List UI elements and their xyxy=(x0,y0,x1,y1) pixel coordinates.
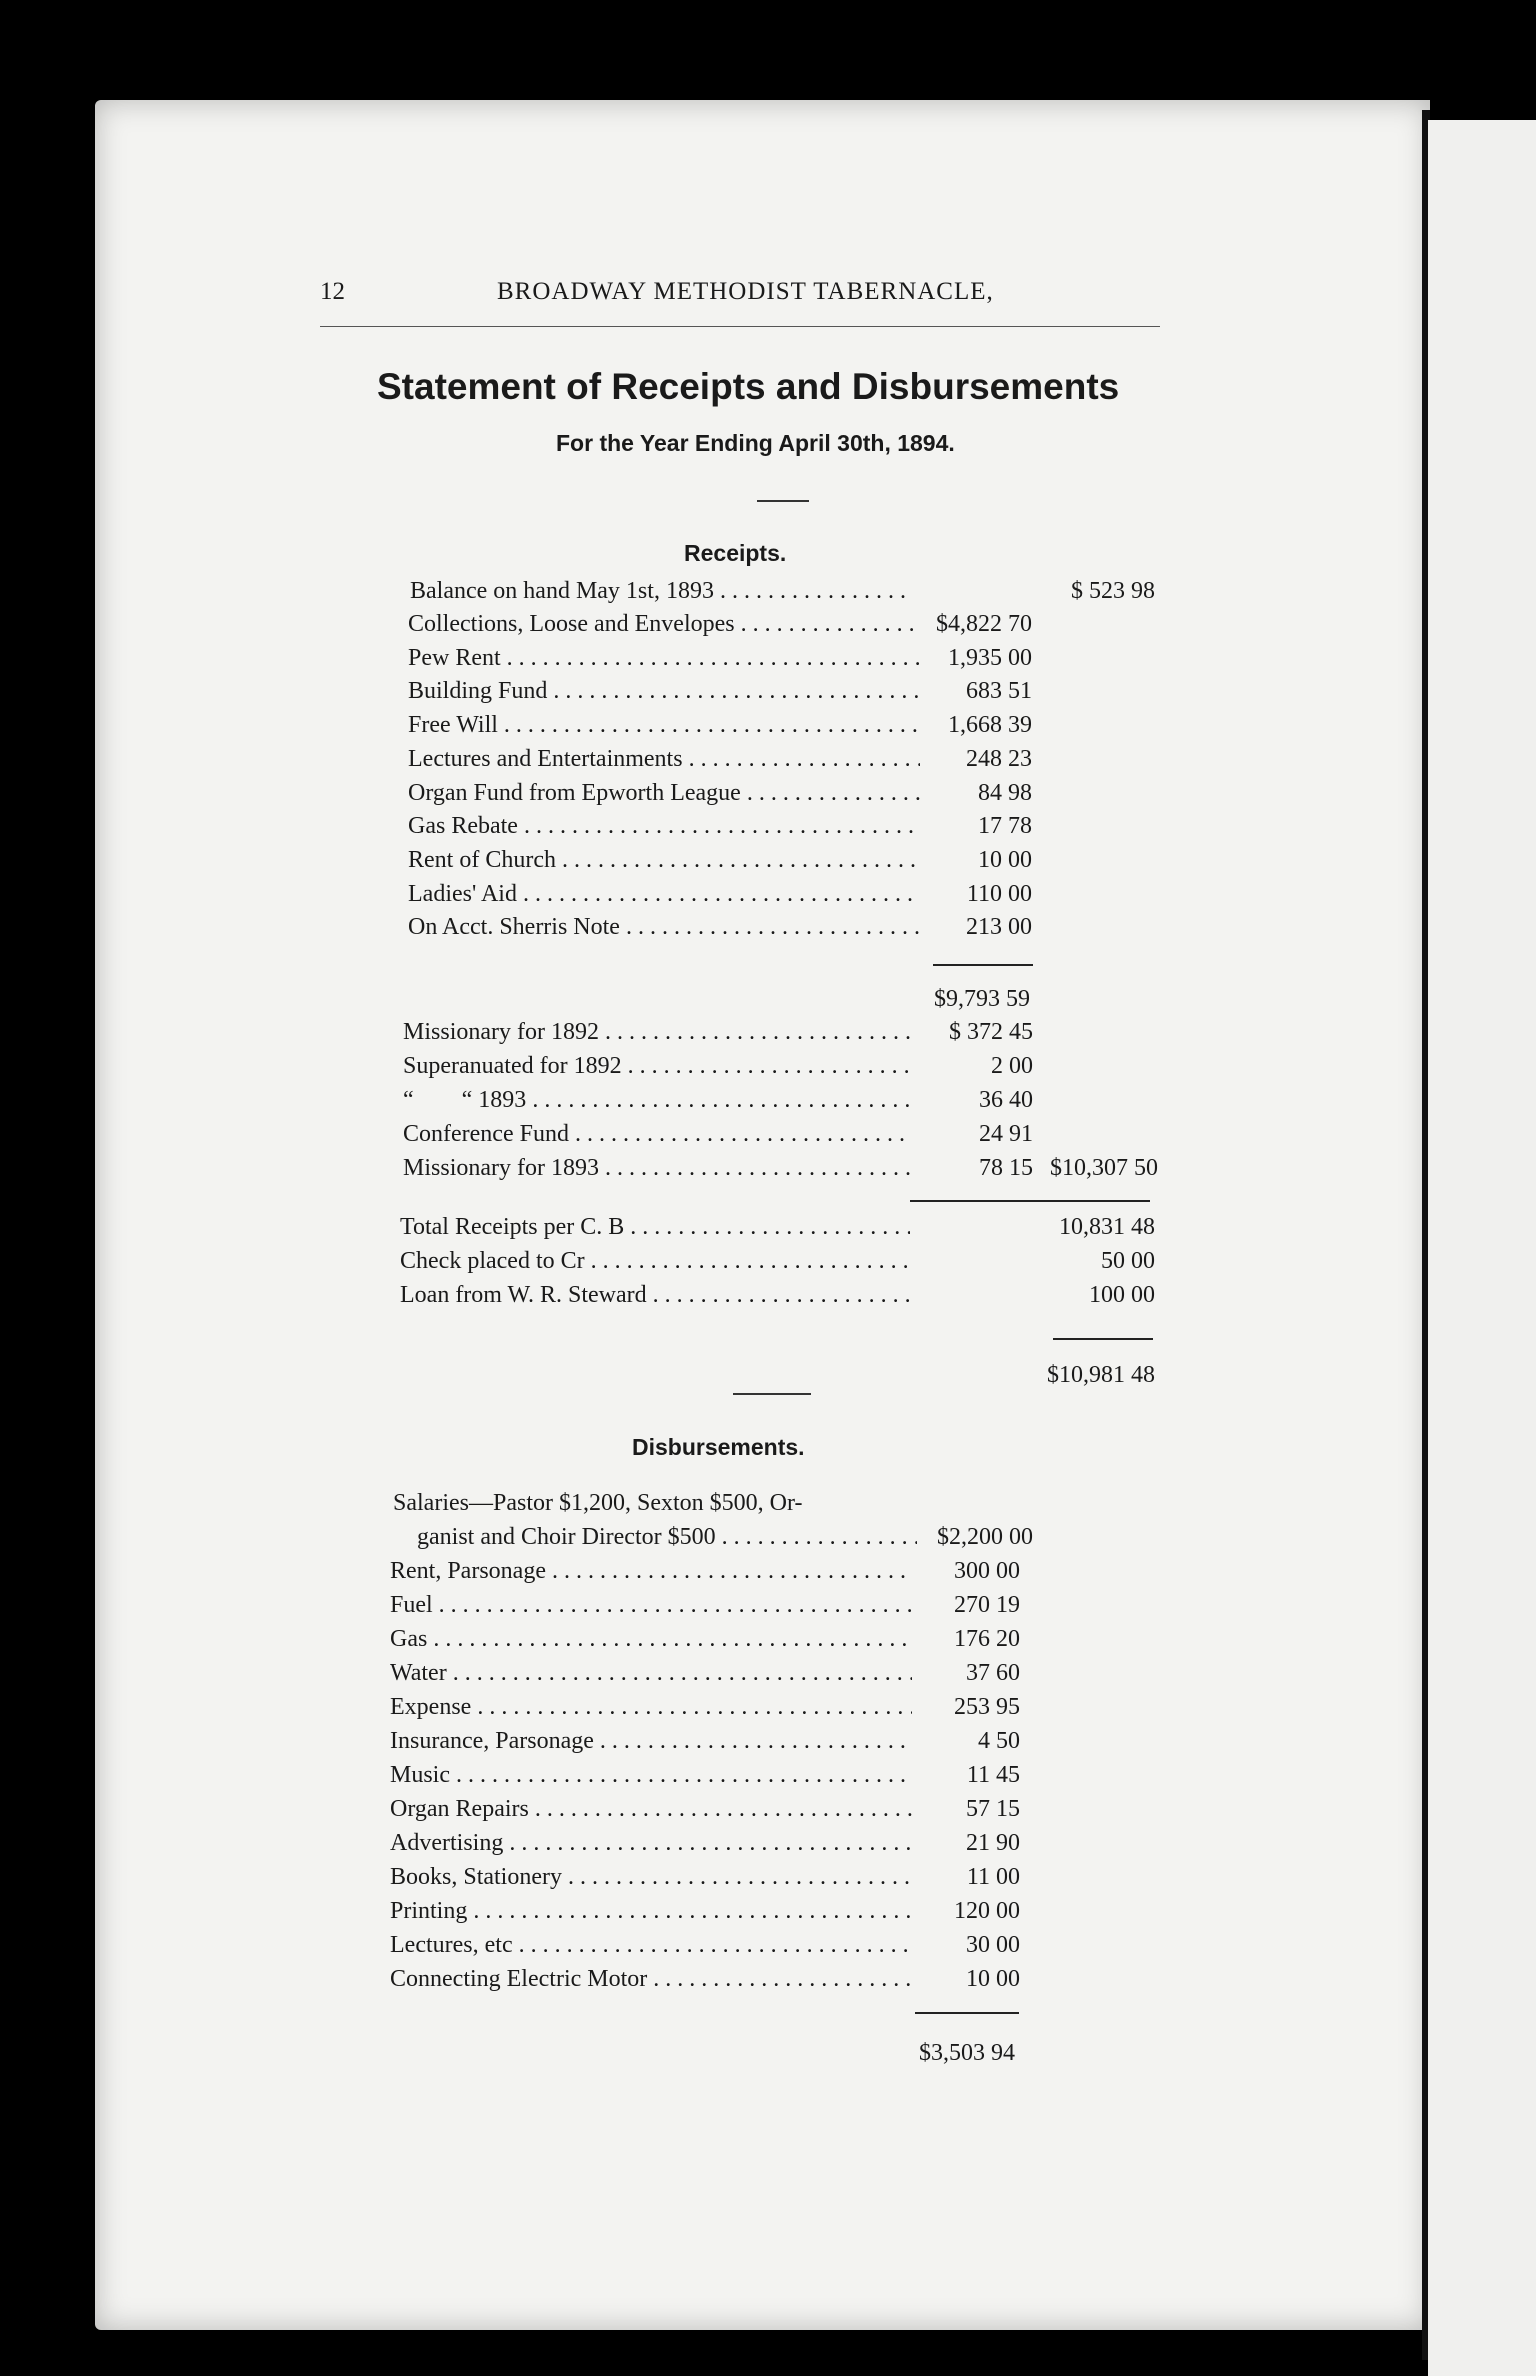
row-amount: 2 00 xyxy=(991,1053,1033,1079)
row-label: Superanuated for 1892 . . . xyxy=(403,1053,911,1080)
row-label: “ “ 1893 . . . xyxy=(403,1087,911,1114)
row-label: Building Fund . . . xyxy=(408,678,920,705)
document-subtitle: For the Year Ending April 30th, 1894. xyxy=(556,430,955,456)
list-item xyxy=(403,1019,1033,1053)
row-label: Rent of Church . . . xyxy=(408,847,920,874)
list-item xyxy=(408,678,1032,712)
list-item xyxy=(400,1214,1155,1248)
row-amount: $2,200 00 xyxy=(937,1524,1033,1550)
row-label: Books, Stationery . . . xyxy=(390,1864,912,1891)
list-item xyxy=(390,1796,1020,1830)
row-label: Gas Rebate . . . xyxy=(408,813,920,840)
list-item xyxy=(390,1694,1020,1728)
list-item xyxy=(400,1282,1155,1316)
list-item xyxy=(403,1087,1033,1121)
row-amount: $4,822 70 xyxy=(936,611,1032,637)
row-label: Organ Fund from Epworth League . . . xyxy=(408,780,920,807)
list-item xyxy=(390,1932,1020,1966)
list-item xyxy=(408,645,1032,679)
row-amount: 683 51 xyxy=(966,678,1032,705)
list-item xyxy=(390,1898,1020,1932)
row-label: Check placed to Cr . . . xyxy=(400,1248,910,1275)
row-amount: 36 40 xyxy=(979,1087,1033,1113)
list-item xyxy=(400,1248,1155,1282)
row-amount: 213 00 xyxy=(966,914,1032,941)
row-amount: 17 78 xyxy=(978,813,1032,840)
list-item xyxy=(393,1490,1063,1524)
row-label: Pew Rent . . . xyxy=(408,645,920,672)
header-rule xyxy=(320,326,1160,327)
row-label: Lectures and Entertainments . . . xyxy=(408,746,920,773)
row-label: Music . . . xyxy=(390,1762,912,1789)
row-amount: 24 91 xyxy=(979,1121,1033,1147)
row-amount: 100 00 xyxy=(1089,1282,1155,1308)
row-amount: 253 95 xyxy=(954,1694,1020,1720)
receipts-total: $10,981 48 xyxy=(1047,1362,1155,1388)
list-item xyxy=(410,578,1160,612)
list-item xyxy=(390,1864,1020,1898)
row-amount: 10 00 xyxy=(978,846,1032,873)
row-amount: 10 00 xyxy=(966,1966,1020,1992)
row-label: Total Receipts per C. B . . . xyxy=(400,1214,910,1241)
receipts-grand-subtotal: $10,307 50 xyxy=(1050,1155,1158,1181)
list-item xyxy=(390,1728,1020,1762)
list-item xyxy=(408,611,1032,645)
row-label: Salaries—Pastor $1,200, Sexton $500, Or- xyxy=(393,1490,803,1516)
row-label: Balance on hand May 1st, 1893 . . . xyxy=(410,578,910,605)
totals-rule xyxy=(910,1200,1150,1202)
list-item xyxy=(408,914,1032,948)
list-item xyxy=(408,746,1032,780)
list-item xyxy=(390,1592,1020,1626)
row-amount: 84 98 xyxy=(978,779,1032,806)
row-label: Loan from W. R. Steward . . . xyxy=(400,1282,910,1309)
row-amount: 30 00 xyxy=(966,1932,1020,1958)
facing-page-edge xyxy=(1428,120,1536,2376)
section-rule xyxy=(733,1393,811,1395)
row-label: Advertising . . . xyxy=(390,1830,912,1857)
row-label: Fuel . . . xyxy=(390,1592,912,1619)
running-title: BROADWAY METHODIST TABERNACLE, xyxy=(497,278,994,305)
list-item xyxy=(403,1121,1033,1155)
subtotal-rule xyxy=(933,964,1033,966)
total-rule xyxy=(1053,1338,1153,1340)
row-amount: 57 15 xyxy=(966,1796,1020,1822)
row-label: Organ Repairs . . . xyxy=(390,1796,912,1823)
row-label: Rent, Parsonage . . . xyxy=(390,1558,912,1585)
row-label: Expense . . . xyxy=(390,1694,912,1721)
list-item xyxy=(390,1626,1020,1660)
row-amount: 10,831 48 xyxy=(1059,1214,1155,1240)
disbursements-total: $3,503 94 xyxy=(919,2040,1015,2066)
row-label: Free Will . . . xyxy=(408,712,920,739)
row-amount: 11 00 xyxy=(966,1864,1020,1890)
row-amount: 11 45 xyxy=(966,1762,1020,1788)
row-amount: 270 19 xyxy=(954,1592,1020,1618)
list-item xyxy=(408,881,1032,915)
row-label: Ladies' Aid . . . xyxy=(408,881,920,908)
list-item xyxy=(390,1762,1020,1796)
row-amount: 78 15 xyxy=(979,1155,1033,1181)
row-label: Missionary for 1893 . . . xyxy=(403,1155,911,1182)
list-item xyxy=(408,813,1032,847)
row-amount: 176 20 xyxy=(954,1626,1020,1652)
row-label: Conference Fund . . . xyxy=(403,1121,911,1148)
list-item xyxy=(390,1558,1020,1592)
page-number: 12 xyxy=(320,278,345,305)
list-item xyxy=(390,1830,1020,1864)
list-item xyxy=(390,1966,1020,2000)
list-item xyxy=(390,1660,1020,1694)
row-label: ganist and Choir Director $500 . . . xyxy=(417,1524,917,1551)
disbursements-heading: Disbursements. xyxy=(632,1434,805,1460)
row-amount: 50 00 xyxy=(1101,1248,1155,1274)
row-label: Insurance, Parsonage . . . xyxy=(390,1728,912,1755)
list-item xyxy=(408,847,1032,881)
row-amount: 1,935 00 xyxy=(948,644,1032,671)
row-amount: $ 372 45 xyxy=(949,1019,1033,1045)
list-item xyxy=(403,1155,1033,1189)
row-amount: $ 523 98 xyxy=(1071,578,1155,604)
row-label: On Acct. Sherris Note . . . xyxy=(408,914,920,941)
row-amount: 21 90 xyxy=(966,1830,1020,1856)
list-item xyxy=(393,1524,1033,1558)
row-label: Gas . . . xyxy=(390,1626,912,1653)
list-item xyxy=(408,712,1032,746)
row-label: Connecting Electric Motor . . . xyxy=(390,1966,912,1993)
document-title: Statement of Receipts and Disbursements xyxy=(377,366,1120,407)
row-amount: 120 00 xyxy=(954,1898,1020,1924)
row-label: Missionary for 1892 . . . xyxy=(403,1019,911,1046)
row-label: Collections, Loose and Envelopes . . . xyxy=(408,611,920,638)
row-label: Printing . . . xyxy=(390,1898,912,1925)
list-item xyxy=(408,780,1032,814)
receipts-heading: Receipts. xyxy=(684,540,787,566)
receipts-subtotal: $9,793 59 xyxy=(934,986,1030,1012)
title-rule xyxy=(757,500,809,502)
row-amount: 300 00 xyxy=(954,1558,1020,1584)
list-item xyxy=(403,1053,1033,1087)
row-amount: 1,668 39 xyxy=(948,712,1032,739)
row-amount: 37 60 xyxy=(966,1660,1020,1686)
row-amount: 110 00 xyxy=(966,880,1032,907)
disbursements-rule xyxy=(915,2012,1019,2014)
row-amount: 248 23 xyxy=(966,745,1032,772)
row-label: Lectures, etc . . . xyxy=(390,1932,912,1959)
row-label: Water . . . xyxy=(390,1660,912,1687)
row-amount: 4 50 xyxy=(978,1728,1020,1754)
